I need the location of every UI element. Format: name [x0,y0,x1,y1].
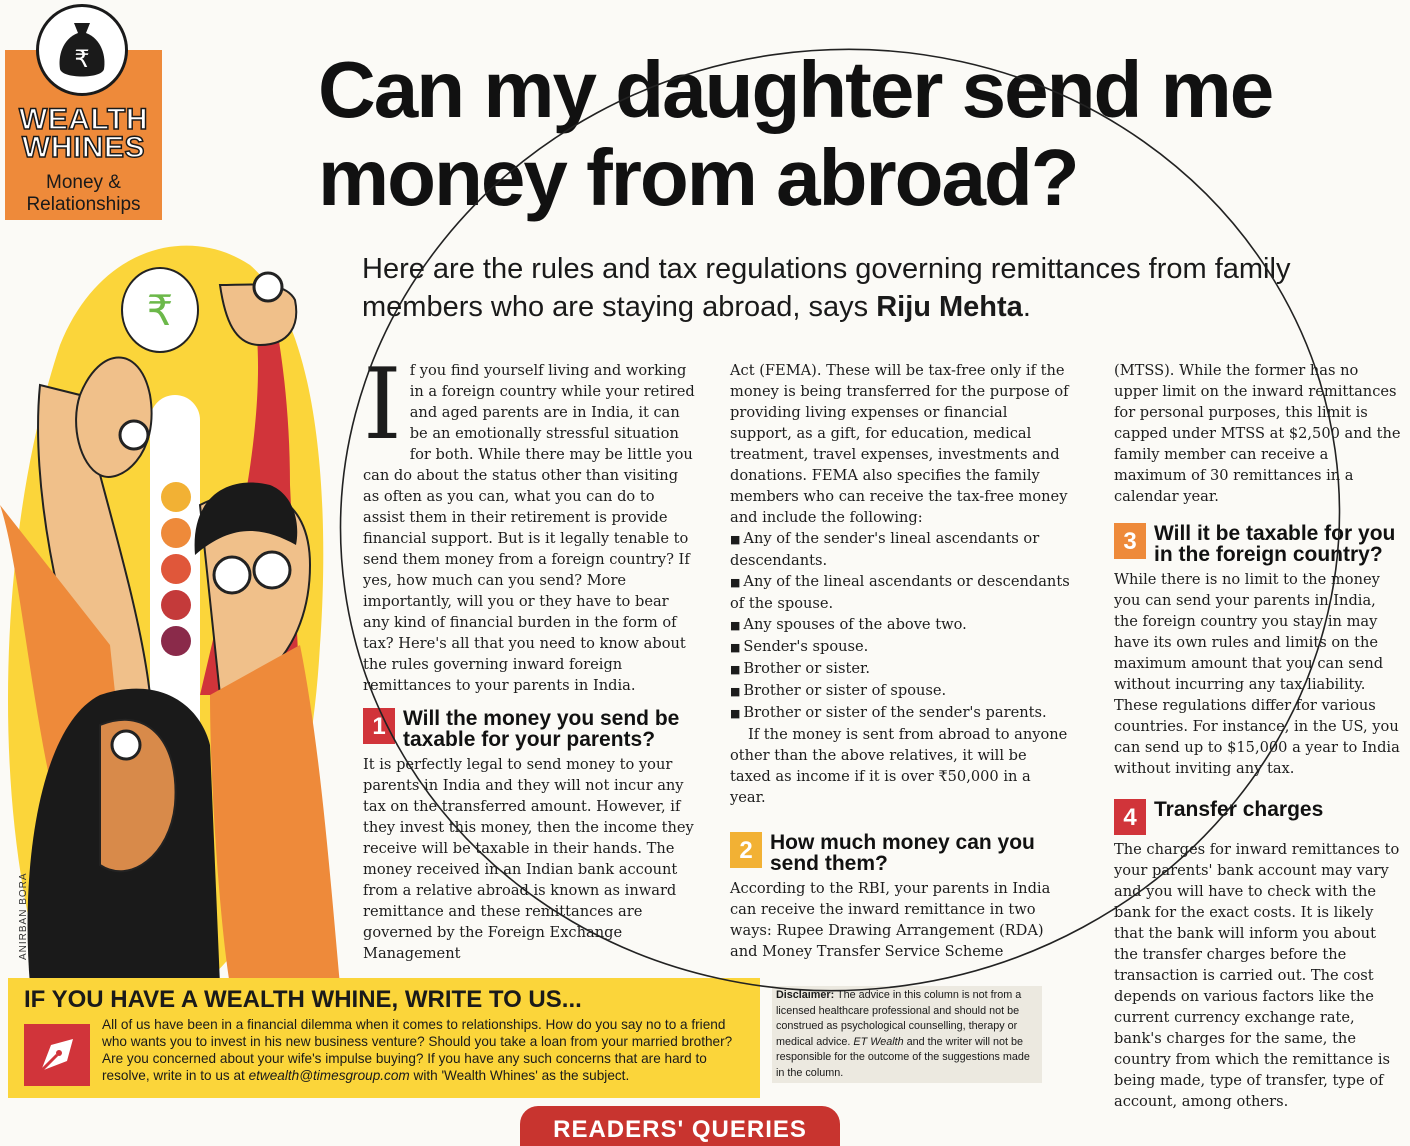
list-item: ■ Any of the lineal ascendants or descendants of the spouse. [730,571,1070,614]
article-column-1 [363,348,698,964]
section-number-2: 2 [730,832,762,868]
illustration-credit: ANIRBAN BORA [18,872,29,960]
section-number-1: 1 [363,708,395,744]
author-name: Riju Mehta [876,291,1023,323]
write-to-us-text: All of us have been in a financial dilemma when it comes to relationships. How do you say no to a friend who wants you to invest in his new business venture? Should you take a loan from your married brother? Are you concerned about your wife's impulse buying? If you have any such concerns that are hard to resolve, write in to us at etwealth@timesgroup.com with 'Wealth Whines' as the subject. [102,1017,733,1083]
mtss-paragraph: (MTSS). While the former has no upper limit on the inward remittances for personal purposes, this limit is capped under MTSS at $2,500 and the family member can receive a maximum of 30 remittances in a calendar year. [1114,362,1401,505]
contact-email[interactable]: etwealth@timesgroup.com [248,1068,410,1083]
section-number-3: 3 [1114,523,1146,559]
section-number-4: 4 [1114,799,1146,835]
list-item: ■ Brother or sister of the sender's parents. [730,702,1070,724]
speech-bubble-rupee-1 [122,268,198,352]
list-item: ■ Sender's spouse. [730,636,1070,658]
disclaimer: Disclaimer: The advice in this column is not from a licensed healthcare professional and should not be construed as psychological counselling, therapy or medical advice. ET Wealth and the writer will not be responsible for the outcome of the suggestions made in the column. [772,986,1042,1083]
list-item: ■ Brother or sister of spouse. [730,680,1070,702]
intro-paragraph: If you find yourself living and working in a foreign country while your retired and aged parents are in India, it can be an emotionally stressful situation for both. While there may be little you can do about the status other than visiting as often as you can, what you can do to assist them in their retirement is provide financial support. But is it legally tenable to send them money from a foreign country? If yes, how much can you send? More importantly, will you or they have to bear any kind of financial burden in the form of tax? Here's all that you need to know about the rules governing inward foreign remittances to your parents in India. [363,348,695,694]
deck: Here are the rules and tax regulations governing remittances from family members who are staying abroad, says Riju Mehta. [362,253,1291,323]
svg-text:₹: ₹ [146,286,174,335]
column-title: WEALTH WHINES [18,103,149,164]
section-heading-3: 3 Will it be taxable for you in the foreign country? [1114,523,1404,565]
section-heading-4: 4 Transfer charges [1114,799,1404,835]
article-column-3 [1114,360,1404,1112]
write-to-us-title: IF YOU HAVE A WEALTH WHINE, WRITE TO US... [24,986,582,1013]
section-1-text: It is perfectly legal to send money to your parents in India and they will not incur any tax on the transferred amount. However, if they invest this money, then the income they receive will be taxable in their hands. The money received in an Indian bank account from a relative abroad is known as inward remittance and these remittances are governed by the Foreign Exchange Management [363,756,694,962]
list-item: ■ Any spouses of the above two. [730,614,1070,636]
section-heading-2: 2 How much money can you send them? [730,832,1070,874]
list-item: ■ Any of the sender's lineal ascendants or descendants. [730,528,1070,571]
column-subtitle: Money & Relationships [26,172,141,215]
section-heading-1: 1 Will the money you send be taxable for your parents? [363,708,698,750]
section-2-text: According to the RBI, your parents in India can receive the inward remittance in two ways: Rupee Drawing Arrangement (RDA) and Money Transfer Service Scheme [730,880,1051,960]
illustration-family [0,225,360,985]
list-item: ■ Brother or sister. [730,658,1070,680]
headline: Can my daughter send me money from abroad? [318,45,1273,222]
rupee-symbol: ₹ [74,45,90,73]
readers-queries-tab: READERS' QUERIES [520,1106,840,1146]
relatives-list [730,528,1070,724]
section-4-text: The charges for inward remittances to your parents' bank account may vary and you will have to check with the bank for the exact costs. It is likely that the bank will inform you about the transfer charges before the transaction is carried out. The cost depends on various factors like the current currency exchange rate, bank's charges for the same, the country from which the remittance is being made, type of transfer, type of account, among others. [1114,841,1400,1110]
tax-income-paragraph: If the money is sent from abroad to anyone other than the above relatives, it will be taxed as income if it is over ₹50,000 in a year. [730,726,1068,806]
pen-nib-icon [24,1024,90,1086]
fema-paragraph: Act (FEMA). These will be tax-free only if the money is being transferred for the purpose of providing living expenses or financial support, as a gift, for education, medical treatment, travel expenses, investments and donations. FEMA also specifies the family members who can receive the tax-free money and include the following: [730,362,1069,526]
section-3-text: While there is no limit to the money you can send your parents in India, the foreign country you stay in may have its own rules and limits on the maximum amount that you can send without incurring any tax liability. These regulations differ for various countries. For instance, in the US, you can send up to $15,000 a year to India without inviting any tax. [1114,571,1400,777]
dropcap: I [363,348,402,462]
money-bag-rupee-icon [36,4,128,96]
article-column-2 [730,360,1070,962]
